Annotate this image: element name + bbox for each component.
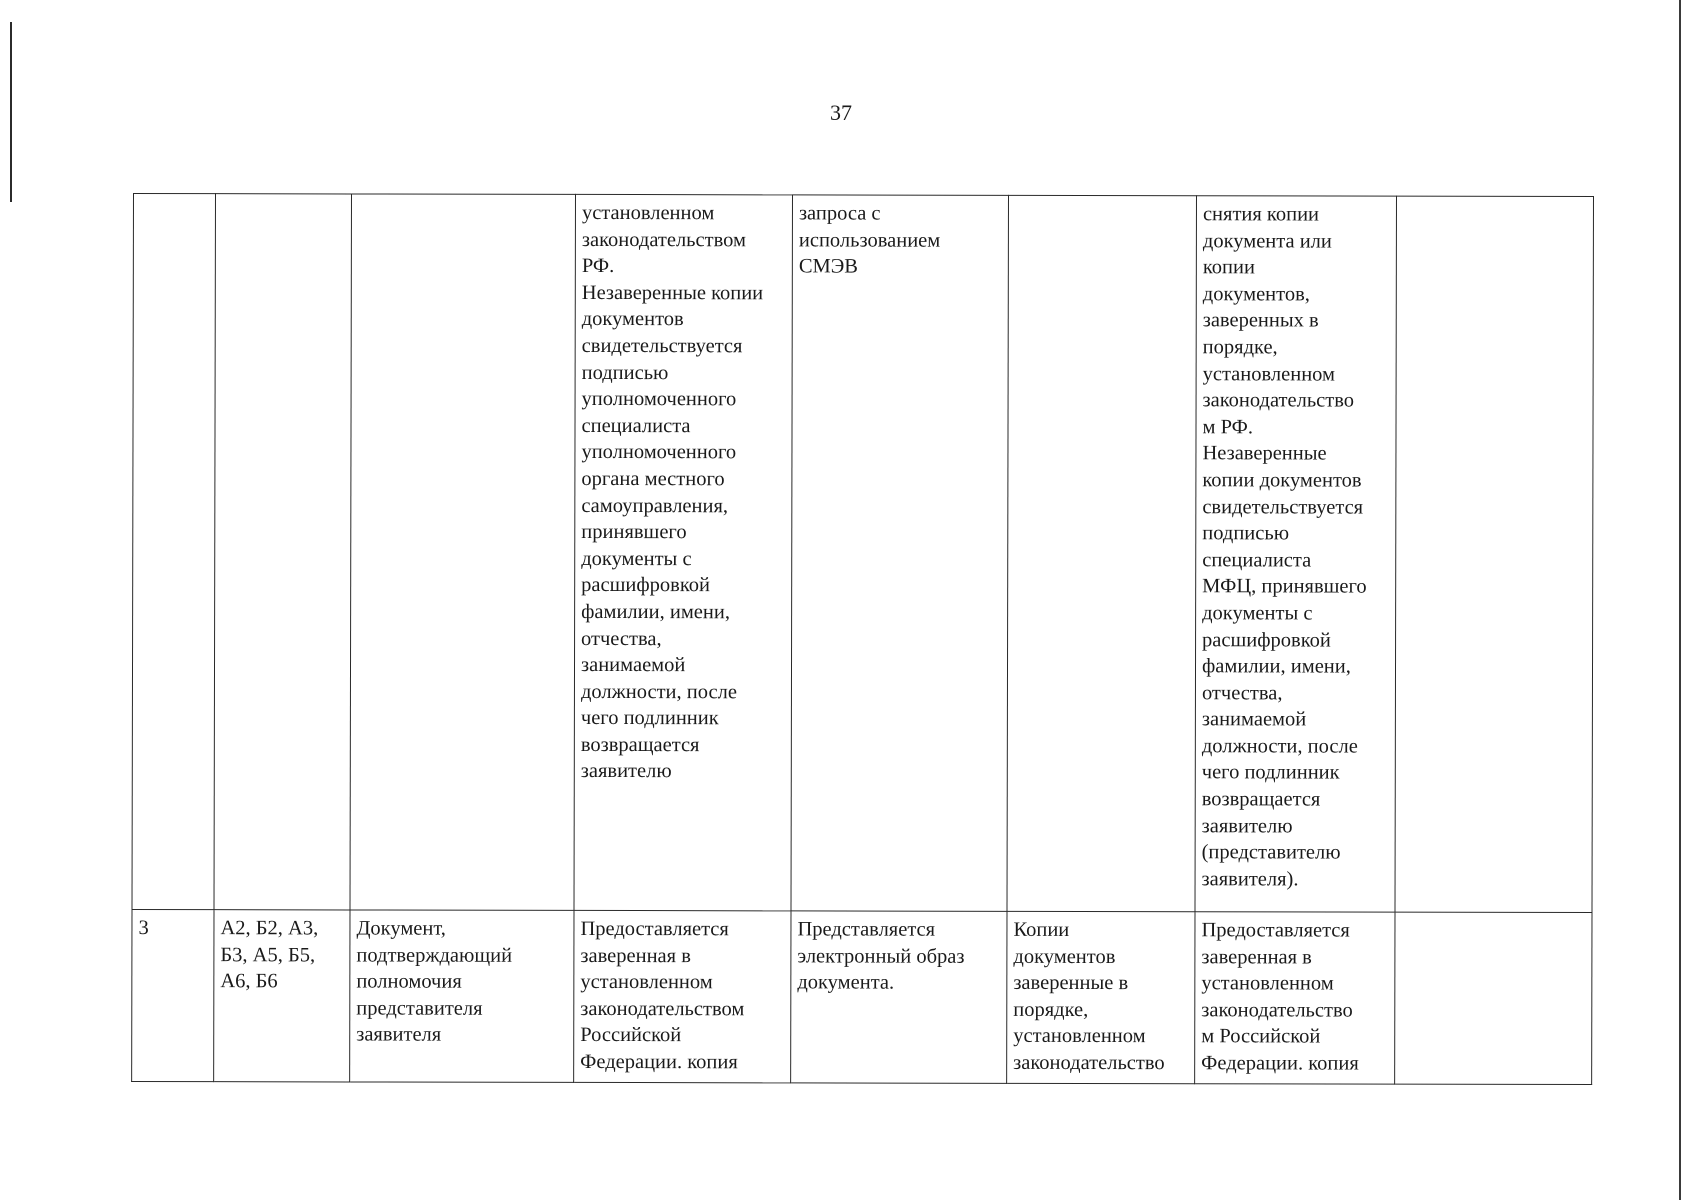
table-cell-number: [132, 194, 215, 910]
table-cell-copies: [1007, 195, 1196, 911]
scan-edge-mark-left: [10, 22, 12, 202]
table-row: [132, 194, 1593, 913]
table-cell-mfc-requirements: снятия копии документа или копии документов, заверенных в порядке, установленном законодательство м РФ. Незаверенные копии документов свидетельствуется подписью специалиста МФЦ, принявшего документы с расшифровкой фамилии, имени, отчества, занимаемой должности, после чего подлинник возвращается заявителю (представителю заявителя).: [1195, 196, 1396, 912]
table-cell-electronic-form: Представляется электронный образ документа.: [791, 911, 1007, 1083]
table-cell-mfc-requirements: Предоставляется заверенная в установленном законодательство м Российской Федерации. копия: [1195, 912, 1395, 1084]
table-cell-document-name: Документ, подтверждающий полномочия представителя заявителя: [350, 910, 574, 1082]
table-cell-categories: А2, Б2, А3, Б3, А5, Б5, А6, Б6: [214, 910, 350, 1082]
table-cell-requirements: Предоставляется заверенная в установленном законодательством Российской Федерации. копия: [574, 910, 791, 1082]
page-number: 37: [830, 100, 852, 125]
document-table: [131, 193, 1594, 1085]
table-cell-categories: [214, 194, 351, 910]
table-cell-notes: [1395, 196, 1593, 912]
table-cell-electronic-form: запроса с использованием СМЭВ: [791, 195, 1008, 911]
scan-edge-mark-right: [1679, 0, 1681, 1200]
table-cell-notes: [1395, 912, 1592, 1084]
table-cell-number: 3: [132, 909, 214, 1081]
table-cell-copies: Копии документов заверенные в порядке, установленном законодательство: [1007, 911, 1195, 1083]
table-cell-requirements: установленном законодательством РФ. Незаверенные копии документов свидетельствуется подписью уполномоченного специалиста уполномоченного органа местного самоуправления, принявшего документы с расшифровкой фамилии, имени, отчества, занимаемой должности, после чего подлинник возвращается заявителю: [574, 194, 792, 910]
table-cell-document-name: [350, 194, 575, 910]
table-row: [132, 909, 1592, 1084]
